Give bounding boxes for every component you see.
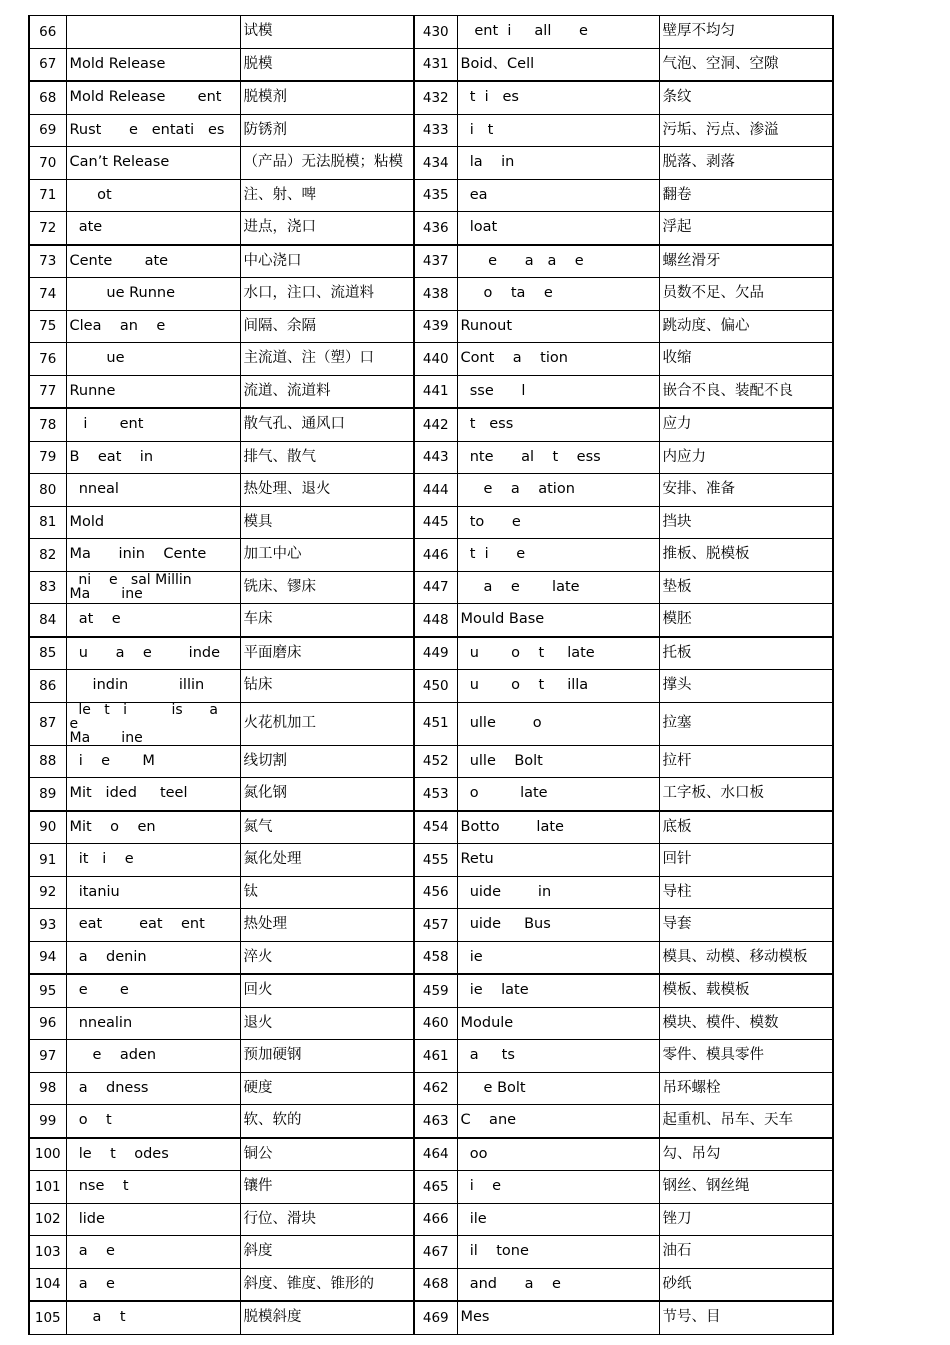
english-term-cell: ie late	[457, 974, 659, 1007]
row-number-cell: 432	[414, 81, 457, 114]
row-number-cell: 81	[29, 506, 66, 539]
english-term-cell: Mold	[66, 506, 240, 539]
english-term-cell: Runout	[457, 310, 659, 343]
english-term-cell: nte al t ess	[457, 441, 659, 474]
english-term-cell: eat eat ent	[66, 909, 240, 942]
chinese-term-cell: 氮气	[240, 811, 414, 844]
chinese-term-cell: 托板	[659, 637, 833, 670]
table-row	[29, 811, 833, 844]
english-term-cell: loat	[457, 212, 659, 245]
table-row	[29, 745, 833, 778]
table-row	[29, 1040, 833, 1073]
chinese-term-cell: 火花机加工	[240, 702, 414, 745]
row-number-cell: 467	[414, 1236, 457, 1269]
chinese-term-cell: 热处理、退火	[240, 474, 414, 507]
english-term-cell: to e	[457, 506, 659, 539]
english-term-cell: ie	[457, 941, 659, 974]
row-number-cell: 460	[414, 1007, 457, 1040]
row-number-cell: 438	[414, 278, 457, 311]
english-term-cell: o late	[457, 778, 659, 811]
row-number-cell: 69	[29, 114, 66, 147]
chinese-term-cell: 淬火	[240, 941, 414, 974]
english-term-cell: il tone	[457, 1236, 659, 1269]
english-term-cell: Module	[457, 1007, 659, 1040]
row-number-cell: 442	[414, 408, 457, 441]
chinese-term-cell: 回火	[240, 974, 414, 1007]
row-number-cell: 70	[29, 147, 66, 180]
chinese-term-cell: 铣床、镠床	[240, 571, 414, 604]
glossary-table-body	[29, 16, 833, 1335]
english-term-cell: Runne	[66, 375, 240, 408]
chinese-term-cell: 节号、目	[659, 1301, 833, 1334]
row-number-cell: 436	[414, 212, 457, 245]
chinese-term-cell: 垫板	[659, 571, 833, 604]
chinese-term-cell: 导套	[659, 909, 833, 942]
english-term-cell: a e late	[457, 571, 659, 604]
english-term-cell: it i e	[66, 844, 240, 877]
english-term-cell: t i es	[457, 81, 659, 114]
row-number-cell: 445	[414, 506, 457, 539]
english-term-cell: lide	[66, 1203, 240, 1236]
row-number-cell: 85	[29, 637, 66, 670]
row-number-cell: 443	[414, 441, 457, 474]
english-term-cell: ent i all e	[457, 16, 659, 49]
chinese-term-cell: 模具、动模、移动模板	[659, 941, 833, 974]
table-row	[29, 1072, 833, 1105]
english-term-cell: C ane	[457, 1105, 659, 1138]
chinese-term-cell: 模胚	[659, 604, 833, 637]
row-number-cell: 82	[29, 539, 66, 572]
english-term-cell: a t	[66, 1301, 240, 1334]
english-term-cell: ue Runne	[66, 278, 240, 311]
table-row	[29, 1105, 833, 1138]
chinese-term-cell: 锉刀	[659, 1203, 833, 1236]
chinese-term-cell: 注、射、啤	[240, 179, 414, 212]
chinese-term-cell: 铜公	[240, 1138, 414, 1171]
chinese-term-cell: 浮起	[659, 212, 833, 245]
chinese-term-cell: 挡块	[659, 506, 833, 539]
chinese-term-cell: 行位、滑块	[240, 1203, 414, 1236]
chinese-term-cell: 防锈剂	[240, 114, 414, 147]
row-number-cell: 451	[414, 702, 457, 745]
chinese-term-cell: 斜度	[240, 1236, 414, 1269]
row-number-cell: 446	[414, 539, 457, 572]
english-term-cell: o ta e	[457, 278, 659, 311]
table-row	[29, 974, 833, 1007]
table-row	[29, 245, 833, 278]
row-number-cell: 439	[414, 310, 457, 343]
table-row	[29, 81, 833, 114]
row-number-cell: 430	[414, 16, 457, 49]
row-number-cell: 96	[29, 1007, 66, 1040]
english-term-cell: Clea an e	[66, 310, 240, 343]
chinese-term-cell: 氮化处理	[240, 844, 414, 877]
english-term-cell: o t	[66, 1105, 240, 1138]
english-term-cell: e Bolt	[457, 1072, 659, 1105]
row-number-cell: 431	[414, 48, 457, 81]
row-number-cell: 97	[29, 1040, 66, 1073]
row-number-cell: 102	[29, 1203, 66, 1236]
english-term-cell: Retu	[457, 844, 659, 877]
row-number-cell: 463	[414, 1105, 457, 1138]
row-number-cell: 100	[29, 1138, 66, 1171]
row-number-cell: 466	[414, 1203, 457, 1236]
chinese-term-cell: 拉塞	[659, 702, 833, 745]
english-term-cell: e e	[66, 974, 240, 1007]
row-number-cell: 99	[29, 1105, 66, 1138]
table-row	[29, 876, 833, 909]
english-term-cell: nneal	[66, 474, 240, 507]
chinese-term-cell: 钛	[240, 876, 414, 909]
row-number-cell: 459	[414, 974, 457, 1007]
row-number-cell: 83	[29, 571, 66, 604]
chinese-term-cell: 勾、吊勾	[659, 1138, 833, 1171]
row-number-cell: 78	[29, 408, 66, 441]
chinese-term-cell: 钢丝、钢丝绳	[659, 1171, 833, 1204]
english-term-cell: nnealin	[66, 1007, 240, 1040]
chinese-term-cell: 收缩	[659, 343, 833, 376]
english-term-cell: Mes	[457, 1301, 659, 1334]
chinese-term-cell: 导柱	[659, 876, 833, 909]
english-term-cell: i e M	[66, 745, 240, 778]
row-number-cell: 103	[29, 1236, 66, 1269]
chinese-term-cell: 模具	[240, 506, 414, 539]
row-number-cell: 79	[29, 441, 66, 474]
chinese-term-cell: 脱模斜度	[240, 1301, 414, 1334]
english-term-cell: Ma inin Cente	[66, 539, 240, 572]
table-row	[29, 941, 833, 974]
chinese-term-cell: 脱模	[240, 48, 414, 81]
chinese-term-cell: 壁厚不均匀	[659, 16, 833, 49]
table-row	[29, 179, 833, 212]
table-row	[29, 375, 833, 408]
row-number-cell: 433	[414, 114, 457, 147]
row-number-cell: 101	[29, 1171, 66, 1204]
english-term-cell	[66, 16, 240, 49]
row-number-cell: 449	[414, 637, 457, 670]
english-term-cell: a dness	[66, 1072, 240, 1105]
table-row	[29, 506, 833, 539]
english-term-cell: ate	[66, 212, 240, 245]
row-number-cell: 84	[29, 604, 66, 637]
row-number-cell: 73	[29, 245, 66, 278]
chinese-term-cell: 试模	[240, 16, 414, 49]
chinese-term-cell: 条纹	[659, 81, 833, 114]
english-term-cell: ue	[66, 343, 240, 376]
row-number-cell: 89	[29, 778, 66, 811]
english-term-cell: Rust e entati es	[66, 114, 240, 147]
english-term-cell: and a e	[457, 1268, 659, 1301]
row-number-cell: 456	[414, 876, 457, 909]
row-number-cell: 98	[29, 1072, 66, 1105]
english-term-cell: ile	[457, 1203, 659, 1236]
english-term-cell: u o t illa	[457, 670, 659, 703]
chinese-term-cell: 中心浇口	[240, 245, 414, 278]
chinese-term-cell: 起重机、吊车、天车	[659, 1105, 833, 1138]
table-row	[29, 114, 833, 147]
chinese-term-cell: 氮化钢	[240, 778, 414, 811]
chinese-term-cell: 软、软的	[240, 1105, 414, 1138]
chinese-term-cell: 推板、脱模板	[659, 539, 833, 572]
table-row	[29, 441, 833, 474]
chinese-term-cell: 员数不足、欠品	[659, 278, 833, 311]
english-term-cell: ulle Bolt	[457, 745, 659, 778]
chinese-term-cell: 砂纸	[659, 1268, 833, 1301]
english-term-cell: e a ation	[457, 474, 659, 507]
chinese-term-cell: 油石	[659, 1236, 833, 1269]
table-row	[29, 408, 833, 441]
english-term-cell: Mould Base	[457, 604, 659, 637]
english-term-cell: uide in	[457, 876, 659, 909]
english-term-cell: ea	[457, 179, 659, 212]
english-term-cell: Mit o en	[66, 811, 240, 844]
english-term-cell: Mold Release	[66, 48, 240, 81]
row-number-cell: 94	[29, 941, 66, 974]
row-number-cell: 437	[414, 245, 457, 278]
english-term-cell: e a a e	[457, 245, 659, 278]
english-term-cell: Mit ided teel	[66, 778, 240, 811]
english-term-cell: Cente ate	[66, 245, 240, 278]
row-number-cell: 86	[29, 670, 66, 703]
row-number-cell: 72	[29, 212, 66, 245]
table-row	[29, 637, 833, 670]
row-number-cell: 87	[29, 702, 66, 745]
english-term-cell: u o t late	[457, 637, 659, 670]
chinese-term-cell: 硬度	[240, 1072, 414, 1105]
english-term-cell: Boid、Cell	[457, 48, 659, 81]
chinese-term-cell: 预加硬钢	[240, 1040, 414, 1073]
chinese-term-cell: 平面磨床	[240, 637, 414, 670]
chinese-term-cell: 气泡、空洞、空隙	[659, 48, 833, 81]
chinese-term-cell: 污垢、污点、渗溢	[659, 114, 833, 147]
row-number-cell: 461	[414, 1040, 457, 1073]
row-number-cell: 435	[414, 179, 457, 212]
chinese-term-cell: 脱模剂	[240, 81, 414, 114]
table-row	[29, 48, 833, 81]
table-row	[29, 1171, 833, 1204]
table-row	[29, 909, 833, 942]
table-row	[29, 310, 833, 343]
table-row	[29, 702, 833, 745]
row-number-cell: 455	[414, 844, 457, 877]
table-row	[29, 1236, 833, 1269]
row-number-cell: 458	[414, 941, 457, 974]
chinese-term-cell: 底板	[659, 811, 833, 844]
chinese-term-cell: 撑头	[659, 670, 833, 703]
chinese-term-cell: 工字板、水口板	[659, 778, 833, 811]
chinese-term-cell: 模板、载模板	[659, 974, 833, 1007]
chinese-term-cell: 线切割	[240, 745, 414, 778]
table-row	[29, 1007, 833, 1040]
english-term-cell: itaniu	[66, 876, 240, 909]
chinese-term-cell: 内应力	[659, 441, 833, 474]
english-term-cell: le t i is a e Ma ine	[66, 702, 240, 745]
row-number-cell: 448	[414, 604, 457, 637]
english-term-cell: a ts	[457, 1040, 659, 1073]
row-number-cell: 452	[414, 745, 457, 778]
chinese-term-cell: 零件、模具零件	[659, 1040, 833, 1073]
table-row	[29, 844, 833, 877]
row-number-cell: 453	[414, 778, 457, 811]
chinese-term-cell: 进点，浇口	[240, 212, 414, 245]
row-number-cell: 67	[29, 48, 66, 81]
chinese-term-cell: 嵌合不良、装配不良	[659, 375, 833, 408]
english-term-cell: i ent	[66, 408, 240, 441]
chinese-term-cell: 散气孔、通风口	[240, 408, 414, 441]
row-number-cell: 462	[414, 1072, 457, 1105]
row-number-cell: 76	[29, 343, 66, 376]
english-term-cell: Can’t Release	[66, 147, 240, 180]
english-term-cell: ot	[66, 179, 240, 212]
english-term-cell: e aden	[66, 1040, 240, 1073]
row-number-cell: 74	[29, 278, 66, 311]
chinese-term-cell: 吊环螺栓	[659, 1072, 833, 1105]
table-row	[29, 278, 833, 311]
english-term-cell: i e	[457, 1171, 659, 1204]
row-number-cell: 88	[29, 745, 66, 778]
table-row	[29, 604, 833, 637]
row-number-cell: 469	[414, 1301, 457, 1334]
row-number-cell: 90	[29, 811, 66, 844]
chinese-term-cell: 车床	[240, 604, 414, 637]
row-number-cell: 91	[29, 844, 66, 877]
chinese-term-cell: 排气、散气	[240, 441, 414, 474]
row-number-cell: 80	[29, 474, 66, 507]
chinese-term-cell: 流道、流道料	[240, 375, 414, 408]
table-row	[29, 1138, 833, 1171]
row-number-cell: 95	[29, 974, 66, 1007]
english-term-cell: u a e inde	[66, 637, 240, 670]
row-number-cell: 457	[414, 909, 457, 942]
table-row	[29, 343, 833, 376]
english-term-cell: ni e sal Millin Ma ine	[66, 571, 240, 604]
chinese-term-cell: 退火	[240, 1007, 414, 1040]
table-row	[29, 1301, 833, 1334]
english-term-cell: oo	[457, 1138, 659, 1171]
english-term-cell: ulle o	[457, 702, 659, 745]
row-number-cell: 92	[29, 876, 66, 909]
row-number-cell: 93	[29, 909, 66, 942]
english-term-cell: a denin	[66, 941, 240, 974]
glossary-table	[28, 15, 834, 1335]
row-number-cell: 440	[414, 343, 457, 376]
table-row	[29, 670, 833, 703]
english-term-cell: indin illin	[66, 670, 240, 703]
row-number-cell: 75	[29, 310, 66, 343]
table-row	[29, 1268, 833, 1301]
chinese-term-cell: 主流道、注（塑）口	[240, 343, 414, 376]
row-number-cell: 444	[414, 474, 457, 507]
row-number-cell: 465	[414, 1171, 457, 1204]
english-term-cell: le t odes	[66, 1138, 240, 1171]
chinese-term-cell: 加工中心	[240, 539, 414, 572]
table-row	[29, 16, 833, 49]
row-number-cell: 441	[414, 375, 457, 408]
table-row	[29, 778, 833, 811]
chinese-term-cell: 应力	[659, 408, 833, 441]
row-number-cell: 71	[29, 179, 66, 212]
english-term-cell: Botto late	[457, 811, 659, 844]
english-term-cell: uide Bus	[457, 909, 659, 942]
chinese-term-cell: 拉杆	[659, 745, 833, 778]
english-term-cell: la in	[457, 147, 659, 180]
english-term-cell: i t	[457, 114, 659, 147]
chinese-term-cell: 水口，注口、流道料	[240, 278, 414, 311]
chinese-term-cell: 翻卷	[659, 179, 833, 212]
chinese-term-cell: 钻床	[240, 670, 414, 703]
chinese-term-cell: 螺丝滑牙	[659, 245, 833, 278]
english-term-cell: a e	[66, 1236, 240, 1269]
table-row	[29, 147, 833, 180]
row-number-cell: 454	[414, 811, 457, 844]
chinese-term-cell: 斜度、锥度、锥形的	[240, 1268, 414, 1301]
chinese-term-cell: 间隔、余隔	[240, 310, 414, 343]
chinese-term-cell: 脱落、剥落	[659, 147, 833, 180]
chinese-term-cell: （产品）无法脱模；粘模	[240, 147, 414, 180]
chinese-term-cell: 安排、准备	[659, 474, 833, 507]
chinese-term-cell: 镶件	[240, 1171, 414, 1204]
row-number-cell: 434	[414, 147, 457, 180]
row-number-cell: 66	[29, 16, 66, 49]
row-number-cell: 450	[414, 670, 457, 703]
table-row	[29, 212, 833, 245]
english-term-cell: Mold Release ent	[66, 81, 240, 114]
english-term-cell: a e	[66, 1268, 240, 1301]
chinese-term-cell: 回针	[659, 844, 833, 877]
row-number-cell: 464	[414, 1138, 457, 1171]
row-number-cell: 68	[29, 81, 66, 114]
english-term-cell: at e	[66, 604, 240, 637]
table-row	[29, 539, 833, 572]
english-term-cell: B eat in	[66, 441, 240, 474]
table-row	[29, 1203, 833, 1236]
row-number-cell: 77	[29, 375, 66, 408]
chinese-term-cell: 模块、模件、模数	[659, 1007, 833, 1040]
english-term-cell: t i e	[457, 539, 659, 572]
chinese-term-cell: 热处理	[240, 909, 414, 942]
row-number-cell: 105	[29, 1301, 66, 1334]
table-row	[29, 571, 833, 604]
english-term-cell: sse l	[457, 375, 659, 408]
english-term-cell: t ess	[457, 408, 659, 441]
row-number-cell: 104	[29, 1268, 66, 1301]
row-number-cell: 468	[414, 1268, 457, 1301]
chinese-term-cell: 跳动度、偏心	[659, 310, 833, 343]
table-row	[29, 474, 833, 507]
row-number-cell: 447	[414, 571, 457, 604]
english-term-cell: nse t	[66, 1171, 240, 1204]
english-term-cell: Cont a tion	[457, 343, 659, 376]
